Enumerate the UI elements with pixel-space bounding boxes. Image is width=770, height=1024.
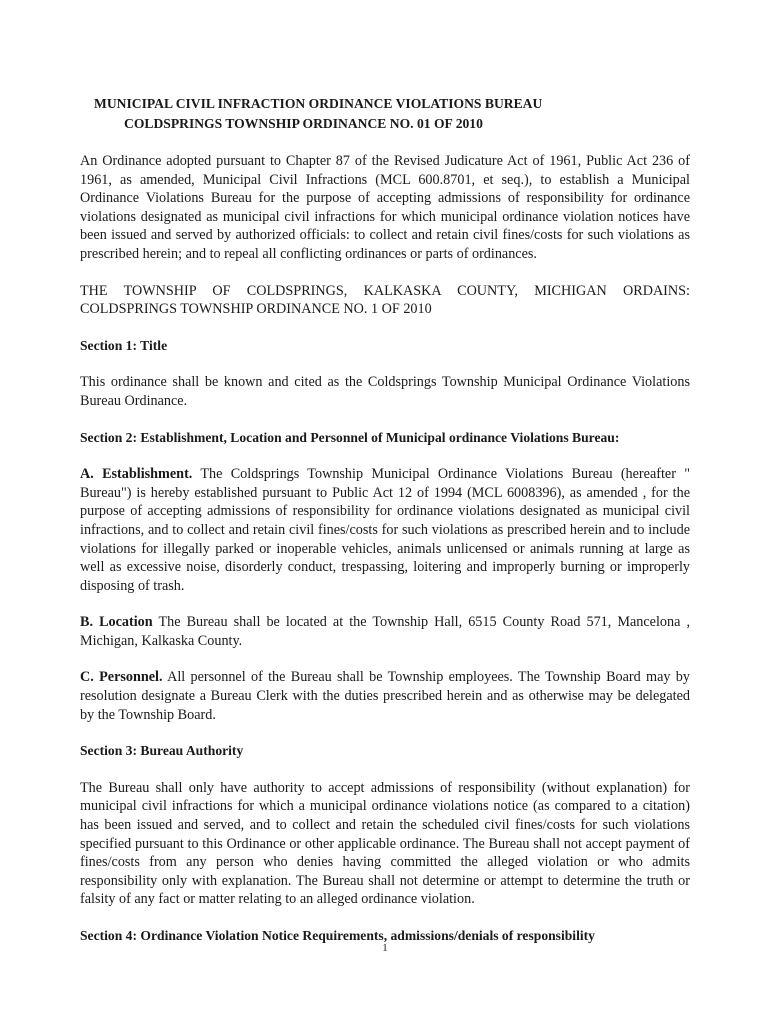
title-line-1: MUNICIPAL CIVIL INFRACTION ORDINANCE VIOLATIONS BUREAU [94, 96, 543, 111]
ordains-paragraph: THE TOWNSHIP OF COLDSPRINGS, KALKASKA COUNTY, MICHIGAN ORDAINS: COLDSPRINGS TOWNSHIP ORDINANCE NO. 1 OF 2010 [80, 282, 690, 318]
section-2-c-body: All personnel of the Bureau shall be Township employees. The Township Board may by resolution designate a Bureau Clerk with the duties prescribed herein and as otherwise may be delegated by the Township Board. [80, 669, 690, 723]
section-2-a-paragraph [80, 465, 690, 595]
section-2-a-body: The Coldsprings Township Municipal Ordinance Violations Bureau (hereafter " Bureau") is hereby established pursuant to Public Act 12 of 1994 (MCL 6008396), as amended , for the purpose of accepting admissions of responsibility for ordinance violations designated as municipal civil infractions, and to collect and retain civil fines/costs for such violations as prescribed herein and to include violations for illegally parked or inoperable vehicles, animals unlicensed or animals running at large as well as excessive noise, disorderly conduct, trespassing, loitering and improperly burning or improperly disposing of trash. [80, 466, 691, 594]
document-title [80, 94, 690, 134]
section-2-heading: Section 2: Establishment, Location and Personnel of Municipal ordinance Violations Bureau: [80, 429, 620, 445]
page-number: 1 [382, 942, 388, 954]
section-3-heading: Section 3: Bureau Authority [80, 743, 244, 759]
preamble-paragraph: An Ordinance adopted pursuant to Chapter 87 of the Revised Judicature Act of 1961, Public Act 236 of 1961, as amended, Municipal Civil Infractions (MCL 600.8701, et seq.), to establish a Municipal Ordinance Violations Bureau for the purpose of accepting admissions of responsibility for ordinance violations designated as municipal civil infractions for which municipal ordinance violation notices have been issued and served by authorized officials: to collect and retain civil fines/costs for such violations as prescribed herein; and to repeal all conflicting ordinances or parts of ordinances. [80, 153, 690, 262]
section-4-heading: Section 4: Ordinance Violation Notice Requirements, admissions/denials of responsibility [80, 928, 595, 943]
section-3-body: The Bureau shall only have authority to accept admissions of responsibility (without explanation) for municipal civil infractions for which a municipal ordinance violations notice (as compared to a citation) has been issued and served, and to collect and retain the scheduled civil fines/costs for such violations specified pursuant to this Ordinance or other applicable ordinance. The Bureau shall not accept payment of fines/costs from any person who denies having committed the alleged violation or who admits responsibility only with explanation. The Bureau shall not determine or attempt to determine the truth or falsity of any fact or matter relating to an alleged ordinance violation. [80, 779, 690, 908]
section-2-b-lead: B. Location [80, 614, 153, 631]
section-1-heading: Section 1: Title [80, 337, 168, 353]
section-2-c-lead: C. Personnel. [80, 669, 163, 686]
title-line-2: COLDSPRINGS TOWNSHIP ORDINANCE NO. 01 OF 2010 [124, 116, 483, 131]
section-2-b-body: The Bureau shall be located at the Township Hall, 6515 County Road 571, Mancelona , Michigan, Kalkaska County. [80, 614, 691, 649]
section-2-b-paragraph [80, 613, 690, 650]
section-2-a-lead: A. Establishment. [80, 466, 193, 483]
section-1-body: This ordinance shall be known and cited as the Coldsprings Township Municipal Ordinance Violations Bureau Ordinance. [80, 374, 690, 409]
section-2-c-paragraph [80, 668, 690, 724]
